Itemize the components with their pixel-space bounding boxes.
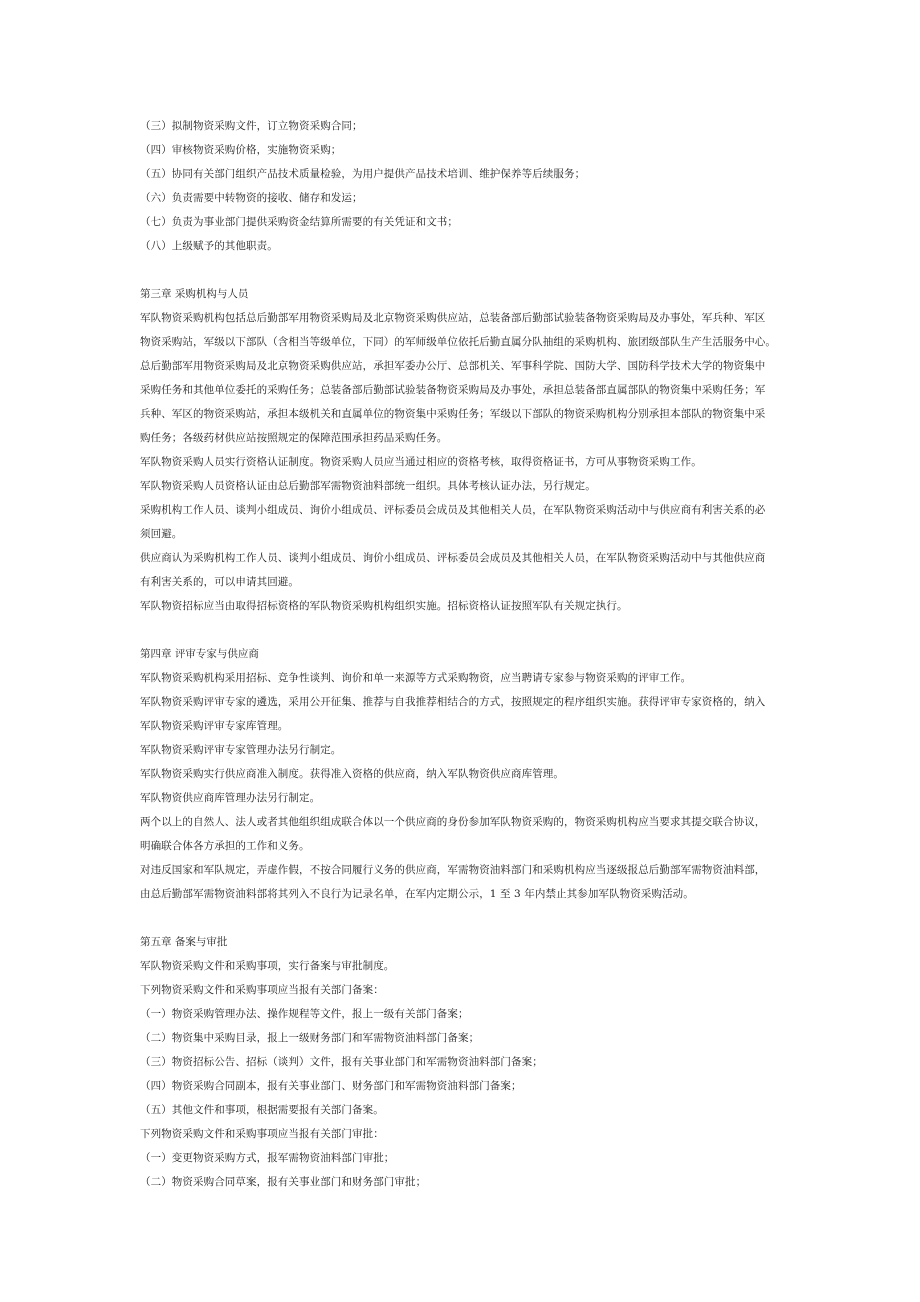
- chapter-4-title: 第四章 评审专家与供应商: [140, 648, 259, 660]
- list-item: （四）物资采购合同副本，报有关事业部门、财务部门和军需物资油料部门备案；: [140, 1080, 522, 1092]
- list-item: （三）拟制物资采购文件，订立物资采购合同；: [140, 120, 363, 132]
- list-item: （四）审核物资采购价格，实施物资采购；: [140, 144, 342, 156]
- paragraph-line: 由总后勤部军需物资油料部将其列入不良行为记录名单，在军内定期公示，1 至 3 年内禁止其参加军队物资采购活动。: [140, 888, 694, 900]
- paragraph-line: 须回避。: [140, 528, 183, 540]
- section-gap: [140, 906, 790, 930]
- paragraph-line: 总后勤部军用物资采购局及北京物资采购供应站，承担军委办公厅、总部机关、军事科学院、国防大学、国防科学技术大学的物资集中: [140, 360, 766, 372]
- section-gap: [140, 258, 790, 282]
- paragraph-line: 供应商认为采购机构工作人员、谈判小组成员、询价小组成员、评标委员会成员及其他相关人员，在军队物资采购活动中与其他供应商: [140, 552, 766, 564]
- paragraph-line: 军队物资采购评审专家管理办法另行制定。: [140, 744, 342, 756]
- list-item: （八）上级赋予的其他职责。: [140, 240, 278, 252]
- paragraph-line: 军队物资采购评审专家的遴选，采用公开征集、推荐与自我推荐相结合的方式，按照规定的程序组织实施。获得评审专家资格的，纳入: [140, 696, 766, 708]
- paragraph-line: 明确联合体各方承担的工作和义务。: [140, 840, 310, 852]
- chapter-3: [140, 282, 790, 618]
- paragraph-line: 军队物资采购机构包括总后勤部军用物资采购局及北京物资采购供应站，总装备部后勤部试验装备物资采购局及办事处，军兵种、军区: [140, 312, 766, 324]
- section-gap: [140, 618, 790, 642]
- paragraph-line: 军队物资采购机构采用招标、竞争性谈判、询价和单一来源等方式采购物资，应当聘请专家参与物资采购的评审工作。: [140, 672, 692, 684]
- list-item: （一）变更物资采购方式，报军需物资油料部门审批；: [140, 1152, 395, 1164]
- list-item: （二）物资采购合同草案，报有关事业部门和财务部门审批；: [140, 1176, 427, 1188]
- paragraph-line: 采购机构工作人员、谈判小组成员、询价小组成员、评标委员会成员及其他相关人员，在军队物资采购活动中与供应商有利害关系的必: [140, 504, 766, 516]
- list-item: （三）物资招标公告、招标（谈判）文件，报有关事业部门和军需物资油料部门备案；: [140, 1056, 543, 1068]
- paragraph-line: 下列物资采购文件和采购事项应当报有关部门审批：: [140, 1128, 384, 1140]
- list-item: （六）负责需要中转物资的接收、储存和发运；: [140, 192, 363, 204]
- chapter-4: [140, 642, 790, 906]
- list-item: （二）物资集中采购目录，报上一级财务部门和军需物资油料部门备案；: [140, 1032, 480, 1044]
- paragraph-line: 两个以上的自然人、法人或者其他组织组成联合体以一个供应商的身份参加军队物资采购的，物资采购机构应当要求其提交联合协议，: [140, 816, 766, 828]
- paragraph-line: 兵种、军区的物资采购站，承担本级机关和直属单位的物资集中采购任务；军级以下部队的物资采购机构分别承担本部队的物资集中采: [140, 408, 766, 420]
- list-item: （七）负责为事业部门提供采购资金结算所需要的有关凭证和文书；: [140, 216, 458, 228]
- paragraph-line: 有利害关系的，可以申请其回避。: [140, 576, 299, 588]
- list-item: （五）协同有关部门组织产品技术质量检验，为用户提供产品技术培训、维护保养等后续服务；: [140, 168, 586, 180]
- paragraph-line: 采购任务和其他单位委托的采购任务；总装备部后勤部试验装备物资采购局及办事处，承担总装备部直属部队的物资集中采购任务；军: [140, 384, 766, 396]
- list-item: （一）物资采购管理办法、操作规程等文件，报上一级有关部门备案；: [140, 1008, 469, 1020]
- document-page: [140, 114, 790, 1194]
- paragraph-line: 军队物资采购人员资格认证由总后勤部军需物资油料部统一组织。具体考核认证办法，另行规定。: [140, 480, 596, 492]
- paragraph-line: 军队物资供应商库管理办法另行制定。: [140, 792, 321, 804]
- duty-list: [140, 114, 790, 258]
- chapter-5: [140, 930, 790, 1194]
- paragraph-line: 购任务；各级药材供应站按照规定的保障范围承担药品采购任务。: [140, 432, 448, 444]
- paragraph-line: 军队物资采购文件和采购事项，实行备案与审批制度。: [140, 960, 395, 972]
- chapter-5-title: 第五章 备案与审批: [140, 936, 228, 948]
- chapter-3-title: 第三章 采购机构与人员: [140, 288, 249, 300]
- paragraph-line: 军队物资采购实行供应商准入制度。获得准入资格的供应商，纳入军队物资供应商库管理。: [140, 768, 564, 780]
- list-item: （五）其他文件和事项，根据需要报有关部门备案。: [140, 1104, 384, 1116]
- paragraph-line: 军队物资采购评审专家库管理。: [140, 720, 289, 732]
- paragraph-line: 军队物资采购人员实行资格认证制度。物资采购人员应当通过相应的资格考核，取得资格证书，方可从事物资采购工作。: [140, 456, 702, 468]
- paragraph-line: 对违反国家和军队规定，弄虚作假，不按合同履行义务的供应商，军需物资油料部门和采购机构应当逐级报总后勤部军需物资油料部，: [140, 864, 766, 876]
- paragraph-line: 下列物资采购文件和采购事项应当报有关部门备案：: [140, 984, 384, 996]
- paragraph-line: 军队物资招标应当由取得招标资格的军队物资采购机构组织实施。招标资格认证按照军队有关规定执行。: [140, 600, 628, 612]
- paragraph-line: 物资采购站，军级以下部队（含相当等级单位，下同）的军师级单位依托后勤直属分队抽组的采购机构、旅团级部队生产生活服务中心。: [140, 336, 776, 348]
